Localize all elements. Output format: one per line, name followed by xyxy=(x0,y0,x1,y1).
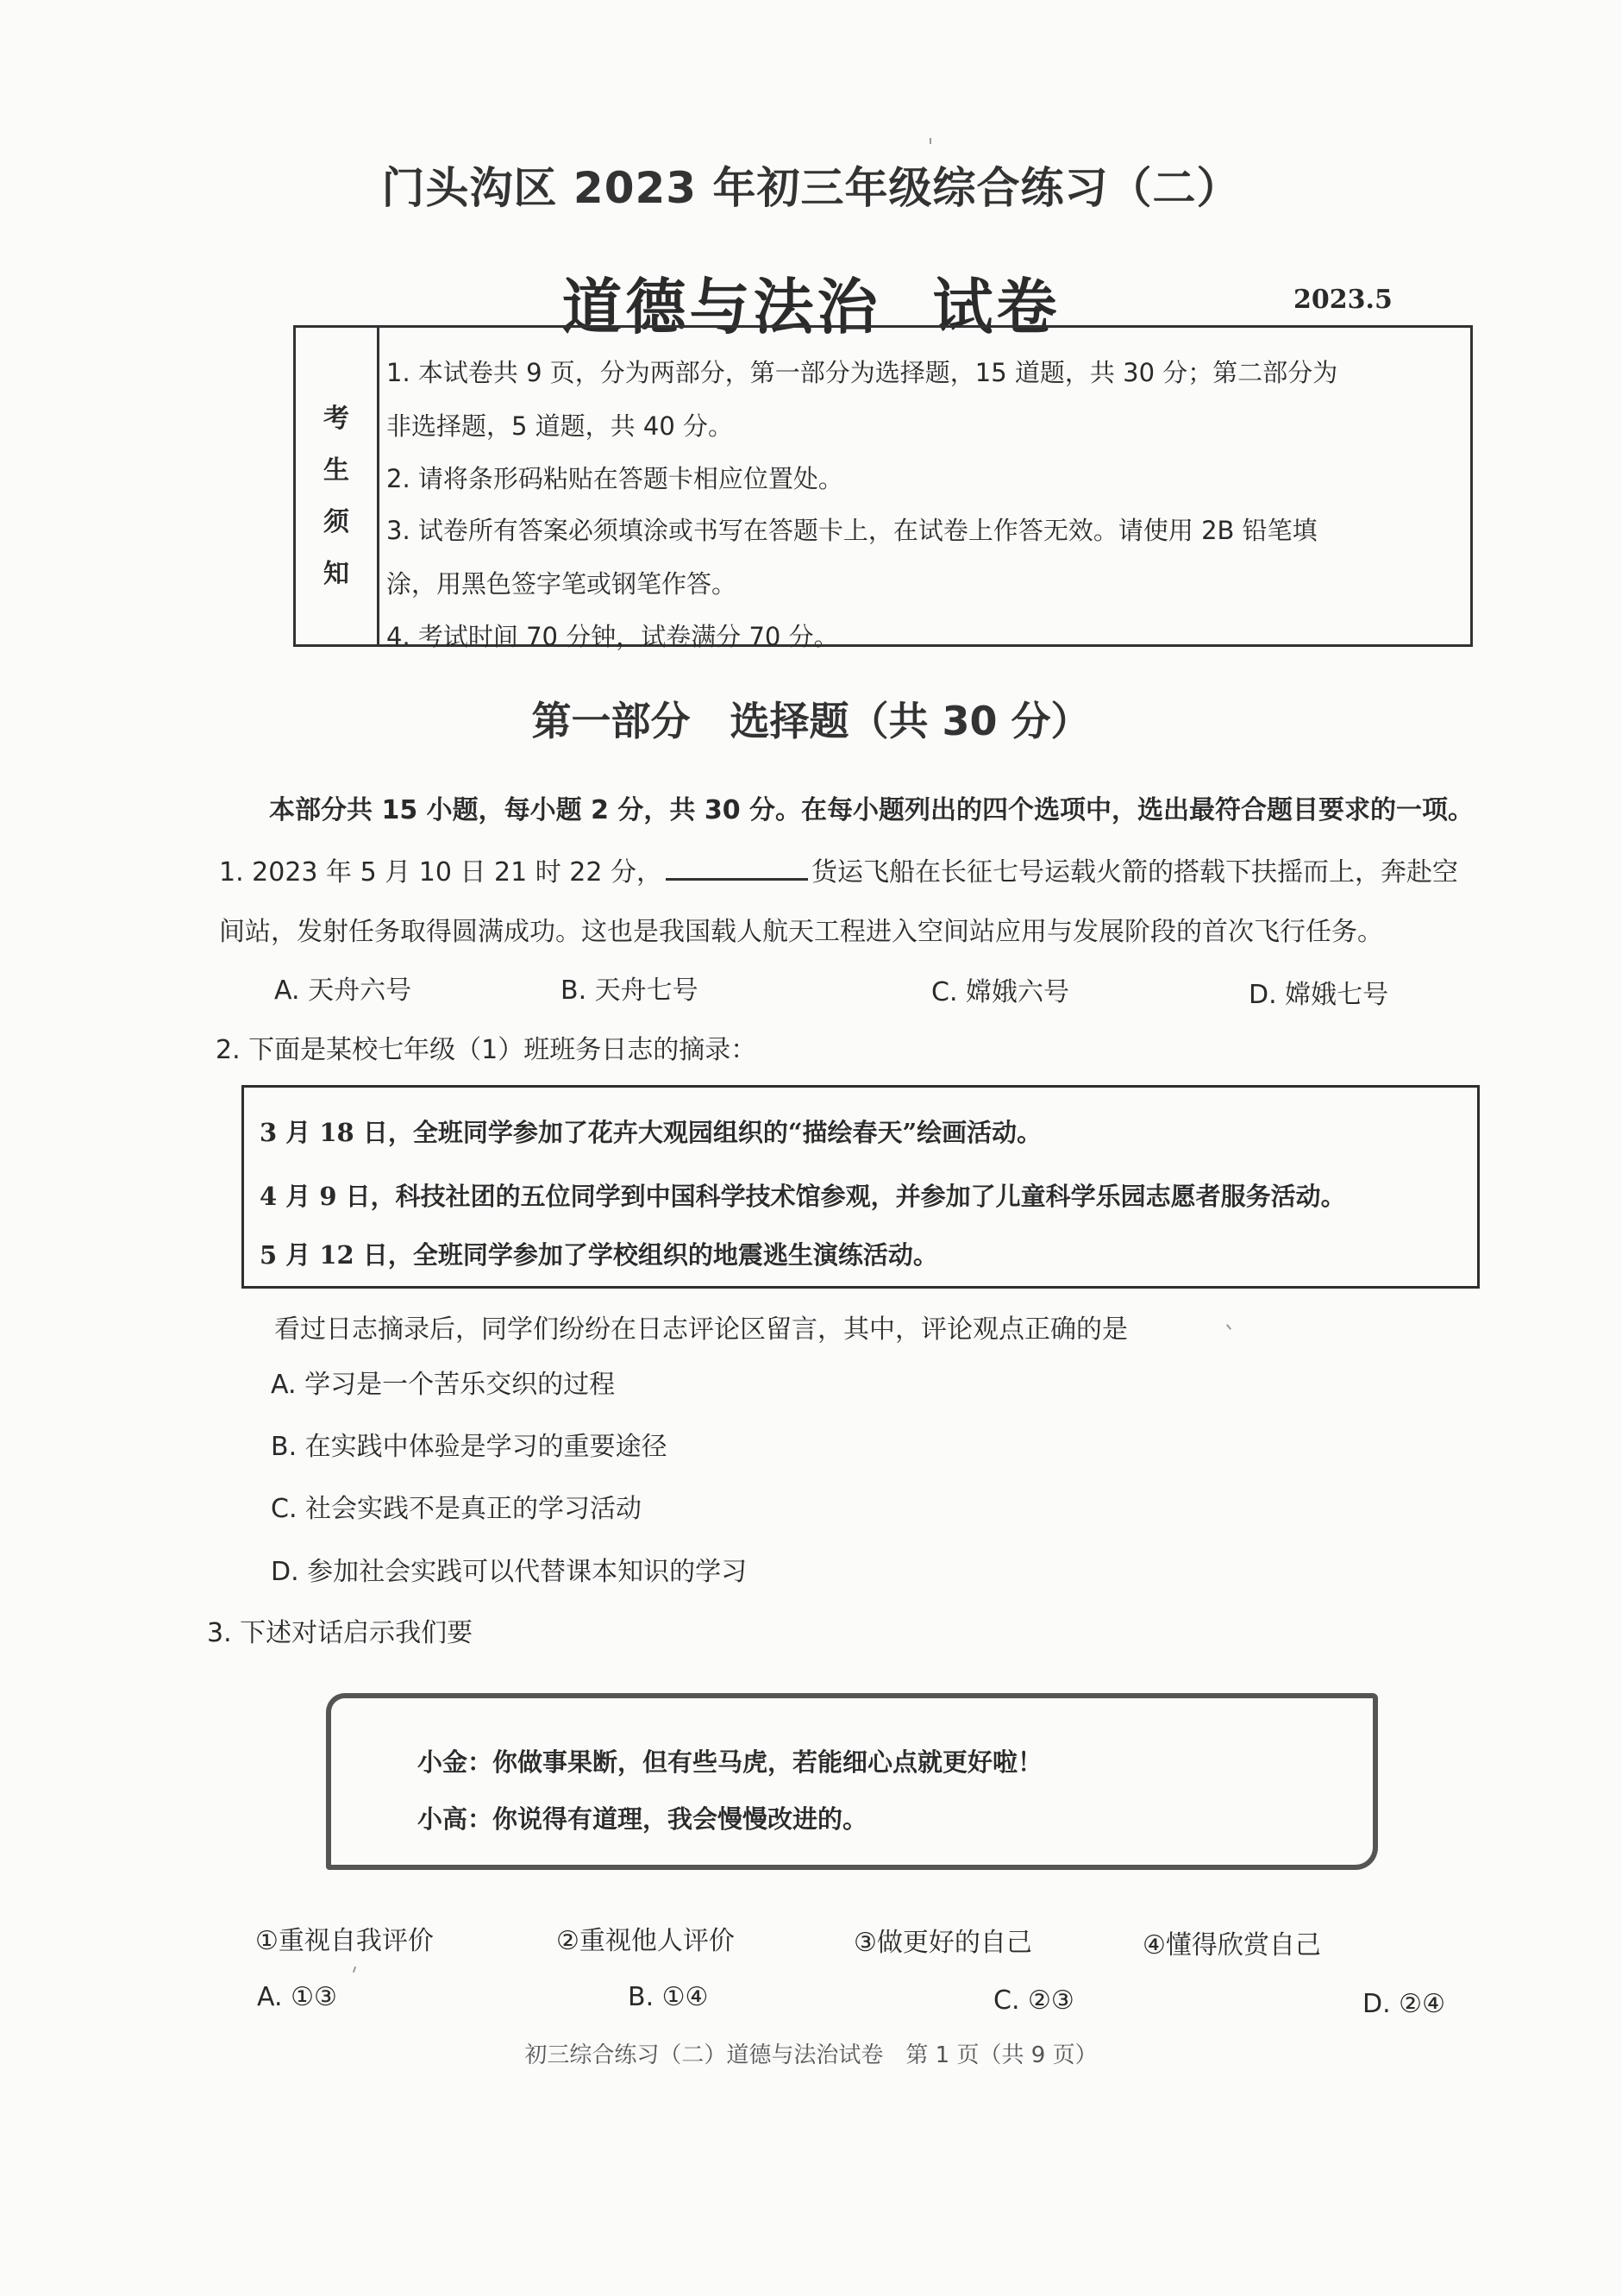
q1-suffix: 货运飞船在长征七号运载火箭的搭载下扶摇而上，奔赴空 xyxy=(811,857,1458,888)
dialogue-line: 小金：你做事果断，但有些马虎，若能细心点就更好啦！ xyxy=(417,1747,1043,1777)
q3-option-c[interactable]: C. ②③ xyxy=(993,1985,1074,2016)
q2-option-c[interactable]: C. 社会实践不是真正的学习活动 xyxy=(271,1494,642,1524)
scan-speck xyxy=(930,138,931,144)
section-heading: 第一部分 选择题（共 30 分） xyxy=(531,698,1091,744)
log-entry: 5 月 12 日，全班同学参加了学校组织的地震逃生演练活动。 xyxy=(260,1240,938,1270)
side-char: 生 xyxy=(323,455,349,486)
answer-blank xyxy=(666,854,808,881)
q3-item-2: ②重视他人评价 xyxy=(556,1926,735,1956)
notice-line: 1. 本试卷共 9 页，分为两部分，第一部分为选择题，15 道题，共 30 分；第二部分为 xyxy=(386,358,1338,387)
q1-prefix: 1. 2023 年 5 月 10 日 21 时 22 分， xyxy=(219,857,662,888)
q3-item-3: ③做更好的自己 xyxy=(854,1928,1032,1958)
subject-name: 道德与法治 xyxy=(561,272,881,342)
question-2-stem: 2. 下面是某校七年级（1）班班务日志的摘录： xyxy=(216,1035,757,1065)
q1-option-c[interactable]: C. 嫦娥六号 xyxy=(931,977,1070,1007)
page-footer: 初三综合练习（二）道德与法治试卷 第 1 页（共 9 页） xyxy=(524,2042,1098,2068)
exam-notice-box xyxy=(293,325,1473,651)
log-entry: 3 月 18 日，全班同学参加了花卉大观园组织的“描绘春天”绘画活动。 xyxy=(260,1118,1043,1147)
q3-option-d[interactable]: D. ②④ xyxy=(1362,1989,1445,2019)
section-intro: 本部分共 15 小题，每小题 2 分，共 30 分。在每小题列出的四个选项中，选出最符合题目要求的一项。 xyxy=(269,795,1475,825)
exam-title: 门头沟区 2023 年初三年级综合练习（二） xyxy=(381,163,1241,213)
notice-line: 非选择题，5 道题，共 40 分。 xyxy=(386,411,734,441)
side-char: 知 xyxy=(323,559,349,589)
q3-item-4: ④懂得欣赏自己 xyxy=(1143,1930,1321,1960)
q1-option-d[interactable]: D. 嫦娥七号 xyxy=(1249,980,1389,1010)
q2-option-b[interactable]: B. 在实践中体验是学习的重要途径 xyxy=(271,1432,667,1462)
side-char: 须 xyxy=(323,507,349,537)
question-1-stem xyxy=(219,850,1458,888)
notice-line: 4. 考试时间 70 分钟，试卷满分 70 分。 xyxy=(386,622,839,651)
dialogue-box xyxy=(326,1693,1378,1870)
scan-speck xyxy=(1226,1324,1231,1330)
question-2-prompt: 看过日志摘录后，同学们纷纷在日志评论区留言，其中，评论观点正确的是 xyxy=(274,1314,1128,1345)
q1-option-a[interactable]: A. 天舟六号 xyxy=(274,975,412,1006)
q2-option-d[interactable]: D. 参加社会实践可以代替课本知识的学习 xyxy=(271,1557,748,1587)
paper-label: 试卷 xyxy=(932,272,1061,342)
q1-option-b[interactable]: B. 天舟七号 xyxy=(560,975,698,1006)
q3-option-a[interactable]: A. ①③ xyxy=(257,1982,337,2012)
notice-line: 3. 试卷所有答案必须填涂或书写在答题卡上，在试卷上作答无效。请使用 2B 铅笔填 xyxy=(386,516,1318,545)
scan-speck xyxy=(353,1967,356,1973)
question-1-stem-line2: 间站，发射任务取得圆满成功。这也是我国载人航天工程进入空间站应用与发展阶段的首次飞行任务。 xyxy=(219,917,1383,947)
question-3-stem: 3. 下述对话启示我们要 xyxy=(207,1618,473,1648)
class-log-box xyxy=(241,1085,1480,1289)
notice-line: 涂，用黑色签字笔或钢笔作答。 xyxy=(386,569,737,599)
exam-date: 2023.5 xyxy=(1293,285,1393,315)
dialogue-line: 小高：你说得有道理，我会慢慢改进的。 xyxy=(417,1804,868,1834)
notice-line: 2. 请将条形码粘贴在答题卡相应位置处。 xyxy=(386,464,843,493)
log-entry: 4 月 9 日，科技社团的五位同学到中国科学技术馆参观，并参加了儿童科学乐园志愿者服务活动。 xyxy=(260,1182,1346,1211)
q3-option-b[interactable]: B. ①④ xyxy=(628,1982,709,2012)
q2-option-a[interactable]: A. 学习是一个苦乐交织的过程 xyxy=(271,1370,616,1400)
notice-side-label xyxy=(296,328,379,644)
q3-item-1: ①重视自我评价 xyxy=(255,1926,434,1956)
side-char: 考 xyxy=(323,404,349,434)
